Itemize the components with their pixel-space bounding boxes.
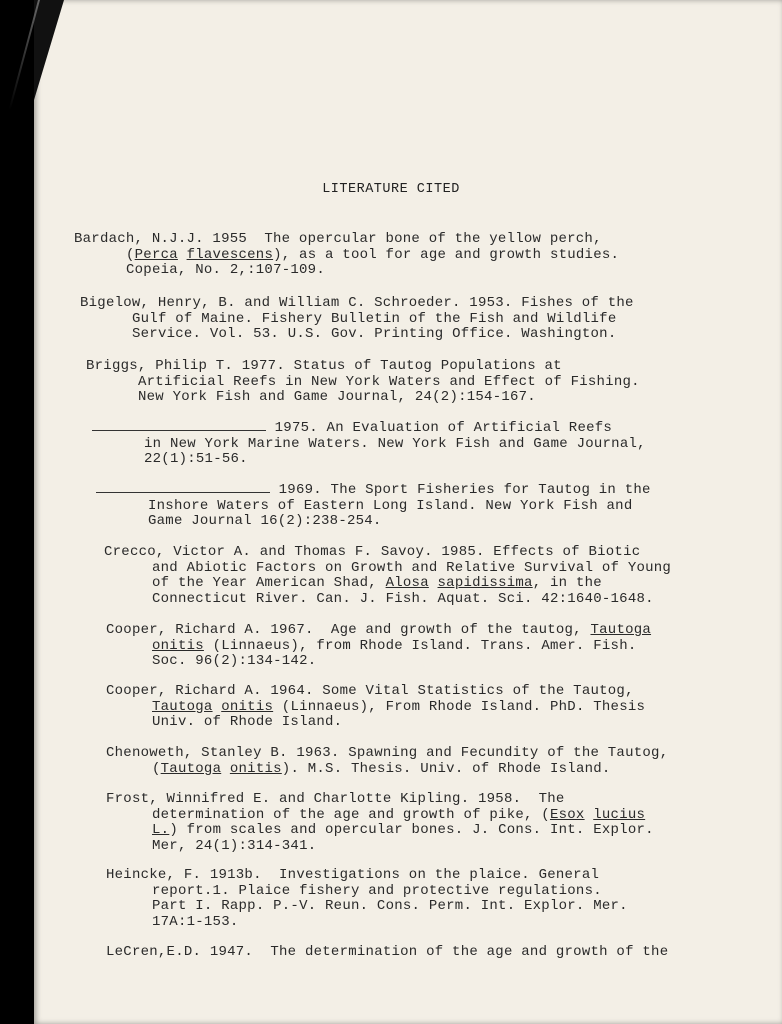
ref-line: Connecticut River. Can. J. Fish. Aquat. Sci. 42:1640-1648.: [152, 590, 654, 607]
ref-line: [92, 421, 646, 437]
ref-line: Service. Vol. 53. U.S. Gov. Printing Office. Washington.: [132, 326, 617, 343]
species-name: Esox: [549, 806, 585, 823]
ref-briggs-1969: [96, 483, 651, 530]
ref-text: (: [126, 246, 135, 263]
ref-bardach: [74, 232, 619, 279]
ref-line: Bigelow, Henry, B. and William C. Schroeder. 1953. Fishes of the: [80, 295, 634, 311]
ref-briggs-1977: [86, 359, 640, 406]
ref-line: [74, 248, 619, 264]
ref-line: [106, 762, 668, 778]
page-title: LITERATURE CITED: [322, 182, 460, 197]
ref-line: Game Journal 16(2):238-254.: [148, 513, 382, 530]
species-name: Tautoga: [590, 622, 652, 638]
ref-text: ), as a tool for age and growth studies.: [273, 246, 620, 263]
ref-briggs-1975: [92, 421, 646, 468]
ref-line: [96, 483, 651, 499]
ref-line: Crecco, Victor A. and Thomas F. Savoy. 1985. Effects of Biotic: [104, 544, 641, 560]
ref-line: [106, 808, 654, 824]
repeated-author-line: [96, 492, 270, 493]
species-name: Tautoga: [152, 698, 213, 715]
ref-bigelow: [80, 296, 634, 343]
ref-line: Frost, Winnifred E. and Charlotte Kipling. 1958. The: [106, 791, 565, 807]
species-name: Alosa: [385, 575, 429, 592]
ref-line: Chenoweth, Stanley B. 1963. Spawning and Fecundity of the Tautog,: [106, 745, 669, 761]
ref-cooper-1967: [106, 623, 651, 670]
species-name: onitis: [229, 760, 282, 777]
species-name: sapidissima: [437, 575, 533, 592]
ref-heincke: [106, 868, 628, 930]
ref-chenoweth: [106, 746, 668, 777]
species-name: lucius: [593, 806, 646, 823]
repeated-author-line: [92, 430, 266, 431]
species-name: Perca: [134, 246, 178, 263]
ref-line: LeCren,E.D. 1947. The determination of the age and growth of the: [106, 944, 669, 960]
ref-line: Briggs, Philip T. 1977. Status of Tautog Populations at: [86, 358, 562, 374]
ref-line: New York Fish and Game Journal, 24(2):154-167.: [138, 389, 536, 406]
ref-line: Artificial Reefs in New York Waters and Effect of Fishing.: [138, 373, 640, 390]
ref-line: Univ. of Rhode Island.: [152, 714, 343, 731]
ref-line: Part I. Rapp. P.-V. Reun. Cons. Perm. Int. Explor. Mer.: [152, 898, 628, 915]
species-name: flavescens: [186, 246, 274, 263]
ref-text: (Linnaeus), from Rhode Island. Trans. Amer. Fish.: [203, 637, 637, 654]
ref-line: Copeia, No. 2,:107-109.: [126, 262, 325, 279]
ref-line: in New York Marine Waters. New York Fish and Game Journal,: [144, 435, 646, 452]
species-name: L.: [152, 822, 170, 839]
ref-text: ). M.S. Thesis. Univ. of Rhode Island.: [281, 760, 611, 777]
ref-text: ) from scales and opercular bones. J. Cons. Int. Explor.: [169, 822, 654, 839]
ref-text: (Linnaeus), From Rhode Island. PhD. Thesis: [273, 698, 646, 715]
ref-text: Cooper, Richard A. 1967. Age and growth of the tautog,: [106, 622, 591, 638]
ref-text: of the Year American Shad,: [152, 575, 386, 592]
ref-text: determination of the age and growth of pike, (: [152, 806, 550, 823]
ref-line: [106, 823, 654, 839]
folded-corner: [34, 0, 64, 100]
ref-crecco: [104, 545, 671, 607]
ref-line: and Abiotic Factors on Growth and Relative Survival of Young: [152, 559, 672, 576]
ref-text: 1969. The Sport Fisheries for Tautog in the: [270, 482, 651, 498]
ref-line: Soc. 96(2):134-142.: [152, 653, 317, 670]
ref-line: [104, 576, 671, 592]
ref-frost: [106, 792, 654, 854]
ref-line: report.1. Plaice fishery and protective regulations.: [152, 882, 602, 899]
ref-text: 1975. An Evaluation of Artificial Reefs: [266, 420, 613, 436]
ref-line: [106, 639, 651, 655]
ref-line: [106, 623, 651, 639]
ref-lecren: [106, 945, 668, 961]
ref-text: (: [152, 760, 161, 777]
ref-line: 17A:1-153.: [152, 913, 239, 930]
ref-line: [106, 700, 645, 716]
ref-line: Gulf of Maine. Fishery Bulletin of the Fish and Wildlife: [132, 310, 617, 327]
ref-line: Inshore Waters of Eastern Long Island. New York Fish and: [148, 497, 633, 514]
species-name: onitis: [221, 698, 274, 715]
ref-cooper-1964: [106, 684, 645, 731]
species-name: onitis: [152, 637, 204, 654]
ref-line: Bardach, N.J.J. 1955 The opercular bone of the yellow perch,: [74, 231, 602, 247]
ref-line: Cooper, Richard A. 1964. Some Vital Statistics of the Tautog,: [106, 683, 634, 699]
ref-line: 22(1):51-56.: [144, 451, 248, 468]
ref-line: Mer, 24(1):314-341.: [152, 837, 317, 854]
ref-line: Heincke, F. 1913b. Investigations on the plaice. General: [106, 867, 600, 883]
species-name: Tautoga: [160, 760, 222, 777]
ref-text: , in the: [532, 575, 602, 592]
